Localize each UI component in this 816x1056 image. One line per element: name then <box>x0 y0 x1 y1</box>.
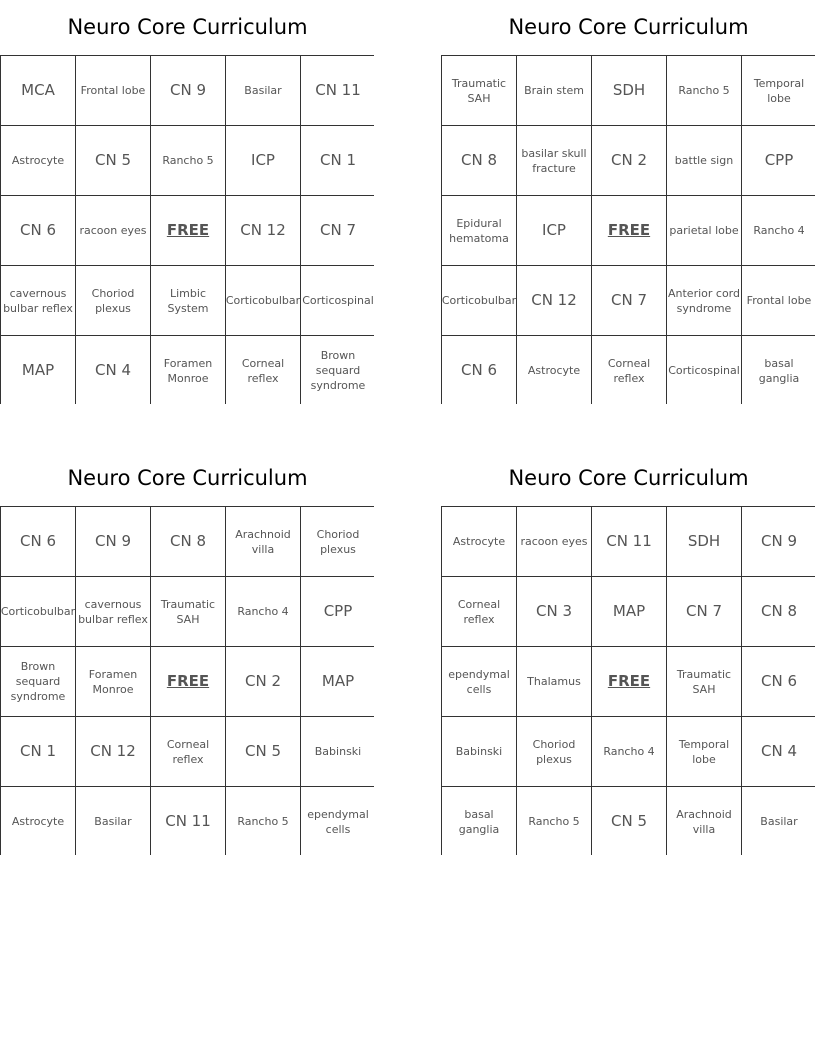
card-title: Neuro Core Curriculum <box>508 15 749 39</box>
bingo-cell: Anterior cord syndrome <box>667 266 741 335</box>
bingo-cell: Basilar <box>226 56 300 125</box>
bingo-cell: CN 5 <box>76 126 150 195</box>
card-title: Neuro Core Curriculum <box>67 15 308 39</box>
bingo-cell: SDH <box>592 56 666 125</box>
bingo-cell: Corticobulbar <box>442 266 516 335</box>
bingo-cell: Choriod plexus <box>301 507 375 576</box>
bingo-cell: Choriod plexus <box>517 717 591 786</box>
bingo-cell: Corneal reflex <box>442 577 516 646</box>
bingo-cell: CN 9 <box>742 507 816 576</box>
bingo-cell: Limbic System <box>151 266 225 335</box>
bingo-cell: CPP <box>301 577 375 646</box>
free-space-cell: FREE <box>592 647 666 716</box>
bingo-cell: battle sign <box>667 126 741 195</box>
bingo-cell: Corticospinal <box>667 336 741 405</box>
bingo-cell: CN 2 <box>592 126 666 195</box>
bingo-cell: CN 6 <box>442 336 516 405</box>
bingo-cell: CPP <box>742 126 816 195</box>
free-space-cell: FREE <box>592 196 666 265</box>
bingo-cell: CN 6 <box>1 507 75 576</box>
bingo-cell: Traumatic SAH <box>667 647 741 716</box>
bingo-cell: Arachnoid villa <box>667 787 741 856</box>
bingo-cell: Astrocyte <box>442 507 516 576</box>
bingo-cell: Astrocyte <box>517 336 591 405</box>
bingo-cell: CN 12 <box>226 196 300 265</box>
free-space-cell: FREE <box>151 647 225 716</box>
bingo-cell: Astrocyte <box>1 787 75 856</box>
bingo-cell: CN 9 <box>76 507 150 576</box>
bingo-cell: MAP <box>1 336 75 405</box>
bingo-cell: ependymal cells <box>442 647 516 716</box>
bingo-cell: MAP <box>592 577 666 646</box>
bingo-cell: CN 7 <box>301 196 375 265</box>
bingo-cell: Corticospinal <box>301 266 375 335</box>
bingo-cell: CN 5 <box>226 717 300 786</box>
bingo-cell: Brown sequard syndrome <box>301 336 375 405</box>
bingo-cell: Rancho 4 <box>592 717 666 786</box>
bingo-cell: Corneal reflex <box>592 336 666 405</box>
bingo-cell: Rancho 5 <box>151 126 225 195</box>
bingo-cell: Babinski <box>442 717 516 786</box>
bingo-cell: Basilar <box>742 787 816 856</box>
bingo-cell: Thalamus <box>517 647 591 716</box>
bingo-card-2 <box>441 0 816 404</box>
bingo-grid <box>441 55 815 404</box>
bingo-cell: basal ganglia <box>442 787 516 856</box>
bingo-cell: Corneal reflex <box>151 717 225 786</box>
bingo-cell: Rancho 5 <box>667 56 741 125</box>
card-title: Neuro Core Curriculum <box>508 466 749 490</box>
bingo-cell: CN 12 <box>76 717 150 786</box>
bingo-cell: Arachnoid villa <box>226 507 300 576</box>
bingo-cell: CN 4 <box>76 336 150 405</box>
bingo-cell: MCA <box>1 56 75 125</box>
bingo-cell: Choriod plexus <box>76 266 150 335</box>
bingo-cell: Frontal lobe <box>742 266 816 335</box>
bingo-cell: CN 7 <box>667 577 741 646</box>
free-space-cell: FREE <box>151 196 225 265</box>
bingo-card-1 <box>0 0 375 404</box>
bingo-cell: basilar skull fracture <box>517 126 591 195</box>
bingo-cell: ICP <box>517 196 591 265</box>
bingo-cell: CN 2 <box>226 647 300 716</box>
bingo-cell: CN 6 <box>1 196 75 265</box>
bingo-cell: CN 8 <box>442 126 516 195</box>
bingo-cell: Rancho 5 <box>517 787 591 856</box>
bingo-cell: Frontal lobe <box>76 56 150 125</box>
bingo-cell: CN 3 <box>517 577 591 646</box>
bingo-card-3 <box>0 451 375 855</box>
bingo-cell: Rancho 5 <box>226 787 300 856</box>
bingo-cell: Foramen Monroe <box>76 647 150 716</box>
bingo-cell: Temporal lobe <box>667 717 741 786</box>
bingo-cell: CN 1 <box>301 126 375 195</box>
bingo-cell: racoon eyes <box>517 507 591 576</box>
bingo-grid <box>0 55 374 404</box>
bingo-cell: cavernous bulbar reflex <box>1 266 75 335</box>
bingo-cell: basal ganglia <box>742 336 816 405</box>
bingo-cell: Foramen Monroe <box>151 336 225 405</box>
bingo-cell: racoon eyes <box>76 196 150 265</box>
bingo-cell: cavernous bulbar reflex <box>76 577 150 646</box>
bingo-cell: CN 8 <box>151 507 225 576</box>
bingo-cell: CN 12 <box>517 266 591 335</box>
bingo-cell: CN 11 <box>592 507 666 576</box>
bingo-card-4 <box>441 451 816 855</box>
bingo-cell: CN 8 <box>742 577 816 646</box>
bingo-cell: CN 11 <box>301 56 375 125</box>
bingo-cell: CN 9 <box>151 56 225 125</box>
bingo-cell: SDH <box>667 507 741 576</box>
bingo-grid <box>0 506 374 855</box>
bingo-cell: Traumatic SAH <box>151 577 225 646</box>
card-title: Neuro Core Curriculum <box>67 466 308 490</box>
bingo-cell: CN 6 <box>742 647 816 716</box>
bingo-cell: Brain stem <box>517 56 591 125</box>
bingo-cell: Epidural hematoma <box>442 196 516 265</box>
bingo-grid <box>441 506 815 855</box>
bingo-cell: parietal lobe <box>667 196 741 265</box>
bingo-cell: ICP <box>226 126 300 195</box>
bingo-cell: CN 7 <box>592 266 666 335</box>
bingo-cell: Rancho 4 <box>742 196 816 265</box>
bingo-cell: Traumatic SAH <box>442 56 516 125</box>
bingo-cell: MAP <box>301 647 375 716</box>
bingo-cell: Corneal reflex <box>226 336 300 405</box>
bingo-cell: Temporal lobe <box>742 56 816 125</box>
bingo-cell: Brown sequard syndrome <box>1 647 75 716</box>
bingo-cell: CN 1 <box>1 717 75 786</box>
bingo-cell: Astrocyte <box>1 126 75 195</box>
bingo-cell: Babinski <box>301 717 375 786</box>
bingo-cell: ependymal cells <box>301 787 375 856</box>
bingo-cell: Corticobulbar <box>226 266 300 335</box>
bingo-cell: CN 11 <box>151 787 225 856</box>
bingo-cell: CN 4 <box>742 717 816 786</box>
bingo-cell: CN 5 <box>592 787 666 856</box>
bingo-cell: Rancho 4 <box>226 577 300 646</box>
bingo-cell: Basilar <box>76 787 150 856</box>
bingo-cell: Corticobulbar <box>1 577 75 646</box>
